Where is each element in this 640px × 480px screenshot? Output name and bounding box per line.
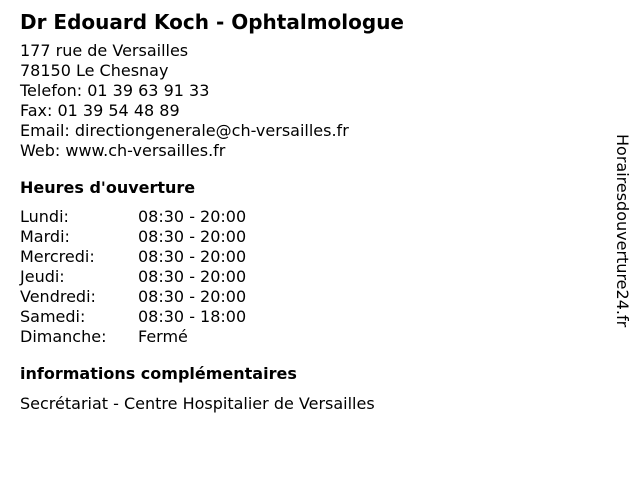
time-value: 08:30 - 20:00 — [138, 227, 247, 246]
fax-line: Fax: 01 39 54 48 89 — [20, 101, 180, 120]
time-value: 08:30 - 20:00 — [138, 247, 247, 266]
hours-row-thursday — [20, 267, 246, 287]
city-address: 78150 Le Chesnay — [20, 61, 169, 80]
day-label: Lundi: — [20, 207, 69, 226]
day-label: Jeudi: — [20, 267, 65, 286]
phone-line: Telefon: 01 39 63 91 33 — [20, 81, 210, 100]
day-label: Vendredi: — [20, 287, 96, 306]
hours-row-friday — [20, 287, 246, 307]
web-line: Web: www.ch-versailles.fr — [20, 141, 226, 160]
time-value: Fermé — [138, 327, 188, 346]
day-label: Mardi: — [20, 227, 70, 246]
day-label: Dimanche: — [20, 327, 107, 346]
additional-info-heading: informations complémentaires — [20, 364, 297, 383]
address-block — [20, 41, 600, 161]
street-address: 177 rue de Versailles — [20, 41, 189, 60]
time-value: 08:30 - 20:00 — [138, 207, 247, 226]
practice-card — [20, 8, 600, 414]
day-label: Mercredi: — [20, 247, 95, 266]
hours-row-tuesday — [20, 227, 246, 247]
hours-row-saturday — [20, 307, 246, 327]
time-value: 08:30 - 18:00 — [138, 307, 247, 326]
opening-hours-table — [20, 207, 246, 347]
site-watermark: Horairesdouverture24.fr — [613, 134, 632, 328]
hours-row-wednesday — [20, 247, 246, 267]
hours-row-monday — [20, 207, 246, 227]
email-line: Email: directiongenerale@ch-versailles.fr — [20, 121, 349, 140]
opening-hours-heading: Heures d'ouverture — [20, 178, 196, 197]
additional-info-text: Secrétariat - Centre Hospitalier de Versailles — [20, 394, 375, 413]
day-label: Samedi: — [20, 307, 86, 326]
time-value: 08:30 - 20:00 — [138, 267, 247, 286]
time-value: 08:30 - 20:00 — [138, 287, 247, 306]
hours-row-sunday — [20, 327, 246, 347]
page-title: Dr Edouard Koch - Ophtalmologue — [20, 10, 404, 34]
